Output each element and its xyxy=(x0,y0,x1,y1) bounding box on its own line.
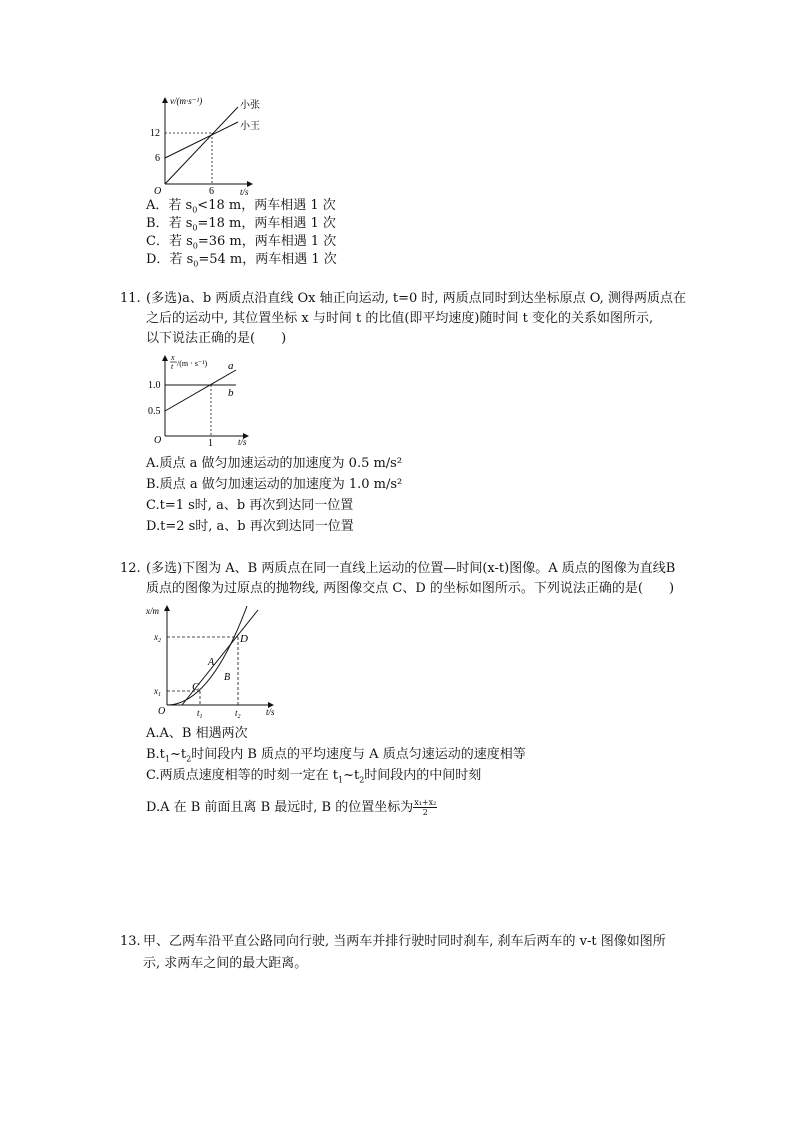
y-tick-1.0: 1.0 xyxy=(148,380,161,391)
origin-label: O xyxy=(158,706,166,717)
q12-option-c[interactable]: C.两质点速度相等的时刻一定在 $t_1\sim t_2$时间段内的中间时刻 xyxy=(146,768,482,785)
y-label-num: x xyxy=(171,353,175,362)
q12-option-a[interactable]: A.A、B 相遇两次 xyxy=(146,726,248,741)
label-curve-a: A xyxy=(208,657,215,668)
origin-label: O xyxy=(154,435,162,446)
q10-option-d[interactable]: D．若 $s_0=54$ m，两车相遇 1 次 xyxy=(146,252,337,269)
q11-stem-line-1: (多选)a、b 两质点沿直线 Ox 轴正向运动, t=0 时, 两质点同时到达坐标原点 O, 测得两质点在 xyxy=(146,291,686,306)
x-axis-label: t/s xyxy=(240,187,249,196)
q11-average-velocity-graph xyxy=(140,352,270,448)
q13-stem-line-2: 示, 求两车之间的最大距离。 xyxy=(143,956,308,971)
q11-stem-line-3: 以下说法正确的是( ) xyxy=(146,331,287,346)
q13-number: 13. xyxy=(120,934,141,949)
point-d: D xyxy=(240,633,248,645)
q12-stem-line-1: (多选)下图为 A、B 两质点在同一直线上运动的位置—时间(x-t)图像。A 质点的图像为直线B xyxy=(146,561,676,576)
q10-option-c[interactable]: C．若 $s_0=36$ m，两车相遇 1 次 xyxy=(146,234,337,251)
line-xiaozhang xyxy=(165,107,238,184)
q12-position-time-graph xyxy=(140,602,290,720)
q11-option-a[interactable]: A.质点 a 做匀加速运动的加速度为 0.5 m/s² xyxy=(146,456,403,471)
label-xiaowang: 小王 xyxy=(240,121,260,132)
y-label-den: t xyxy=(171,362,174,371)
q11-option-d[interactable]: D.t=2 s时, a、b 再次到达同一位置 xyxy=(146,519,354,534)
label-xiaozhang: 小张 xyxy=(240,100,260,111)
y-axis-label: v/(m·s⁻¹) xyxy=(170,96,203,106)
q11-option-b[interactable]: B.质点 a 做匀加速运动的加速度为 1.0 m/s² xyxy=(146,477,403,492)
q11-option-c[interactable]: C.t=1 s时, a、b 再次到达同一位置 xyxy=(146,498,354,513)
q11-number: 11. xyxy=(120,291,141,306)
y-axis-label: x/m xyxy=(146,606,159,616)
y-label-unit: /(m · s⁻¹) xyxy=(177,359,208,368)
x-tick-t2: $t_2$ xyxy=(235,708,241,720)
label-a: a xyxy=(228,360,234,372)
y-tick-12: 12 xyxy=(150,128,160,139)
y-tick-0.5: 0.5 xyxy=(148,406,161,417)
y-tick-6: 6 xyxy=(155,153,160,164)
x-tick-6: 6 xyxy=(209,186,214,196)
q10-option-a[interactable]: A．若 $s_0<18$ m，两车相遇 1 次 xyxy=(146,198,336,215)
q10-velocity-graph xyxy=(140,92,280,196)
label-curve-b: B xyxy=(224,672,231,683)
x-tick-1: 1 xyxy=(208,438,213,448)
q11-stem-line-2: 之后的运动中, 其位置坐标 x 与时间 t 的比值(即平均速度)随时间 t 变化的关系如图所示, xyxy=(146,311,654,326)
label-b: b xyxy=(228,387,234,399)
y-tick-x2: $x_2$ xyxy=(154,632,161,644)
fraction: $\frac{\text{x₁+x₂}}{2}$ xyxy=(414,798,437,817)
x-axis-label: t/s xyxy=(238,437,247,447)
line-xiaowang xyxy=(165,122,238,158)
q12-option-d[interactable]: D.A 在 B 前面且离 B 最远时, B 的位置坐标为 $\frac{\text{x₁+x₂}}{2}$ xyxy=(146,798,437,817)
x-axis-label: t/s xyxy=(266,707,275,717)
origin-label: O xyxy=(154,186,162,196)
q12-stem-line-2: 质点的图像为过原点的抛物线, 两图像交点 C、D 的坐标如图所示。下列说法正确的是( ) xyxy=(146,581,675,596)
q12-option-b[interactable]: $B.t_1\sim t_2$时间段内 B 质点的平均速度与 A 质点匀速运动的速度相等 xyxy=(146,747,526,764)
curve-b xyxy=(167,606,247,705)
q12-number: 12. xyxy=(120,561,141,576)
line-a xyxy=(165,370,236,411)
x-tick-t1: $t_1$ xyxy=(197,708,203,720)
q10-option-b[interactable]: B．若 $s_0=18$ m，两车相遇 1 次 xyxy=(146,216,336,233)
q13-stem-line-1: 甲、乙两车沿平直公路同向行驶, 当两车并排行驶时同时刹车, 刹车后两车的 v-t 图像如图所 xyxy=(143,934,666,949)
y-tick-x1: $x_1$ xyxy=(154,686,161,698)
point-c: C xyxy=(192,681,200,693)
